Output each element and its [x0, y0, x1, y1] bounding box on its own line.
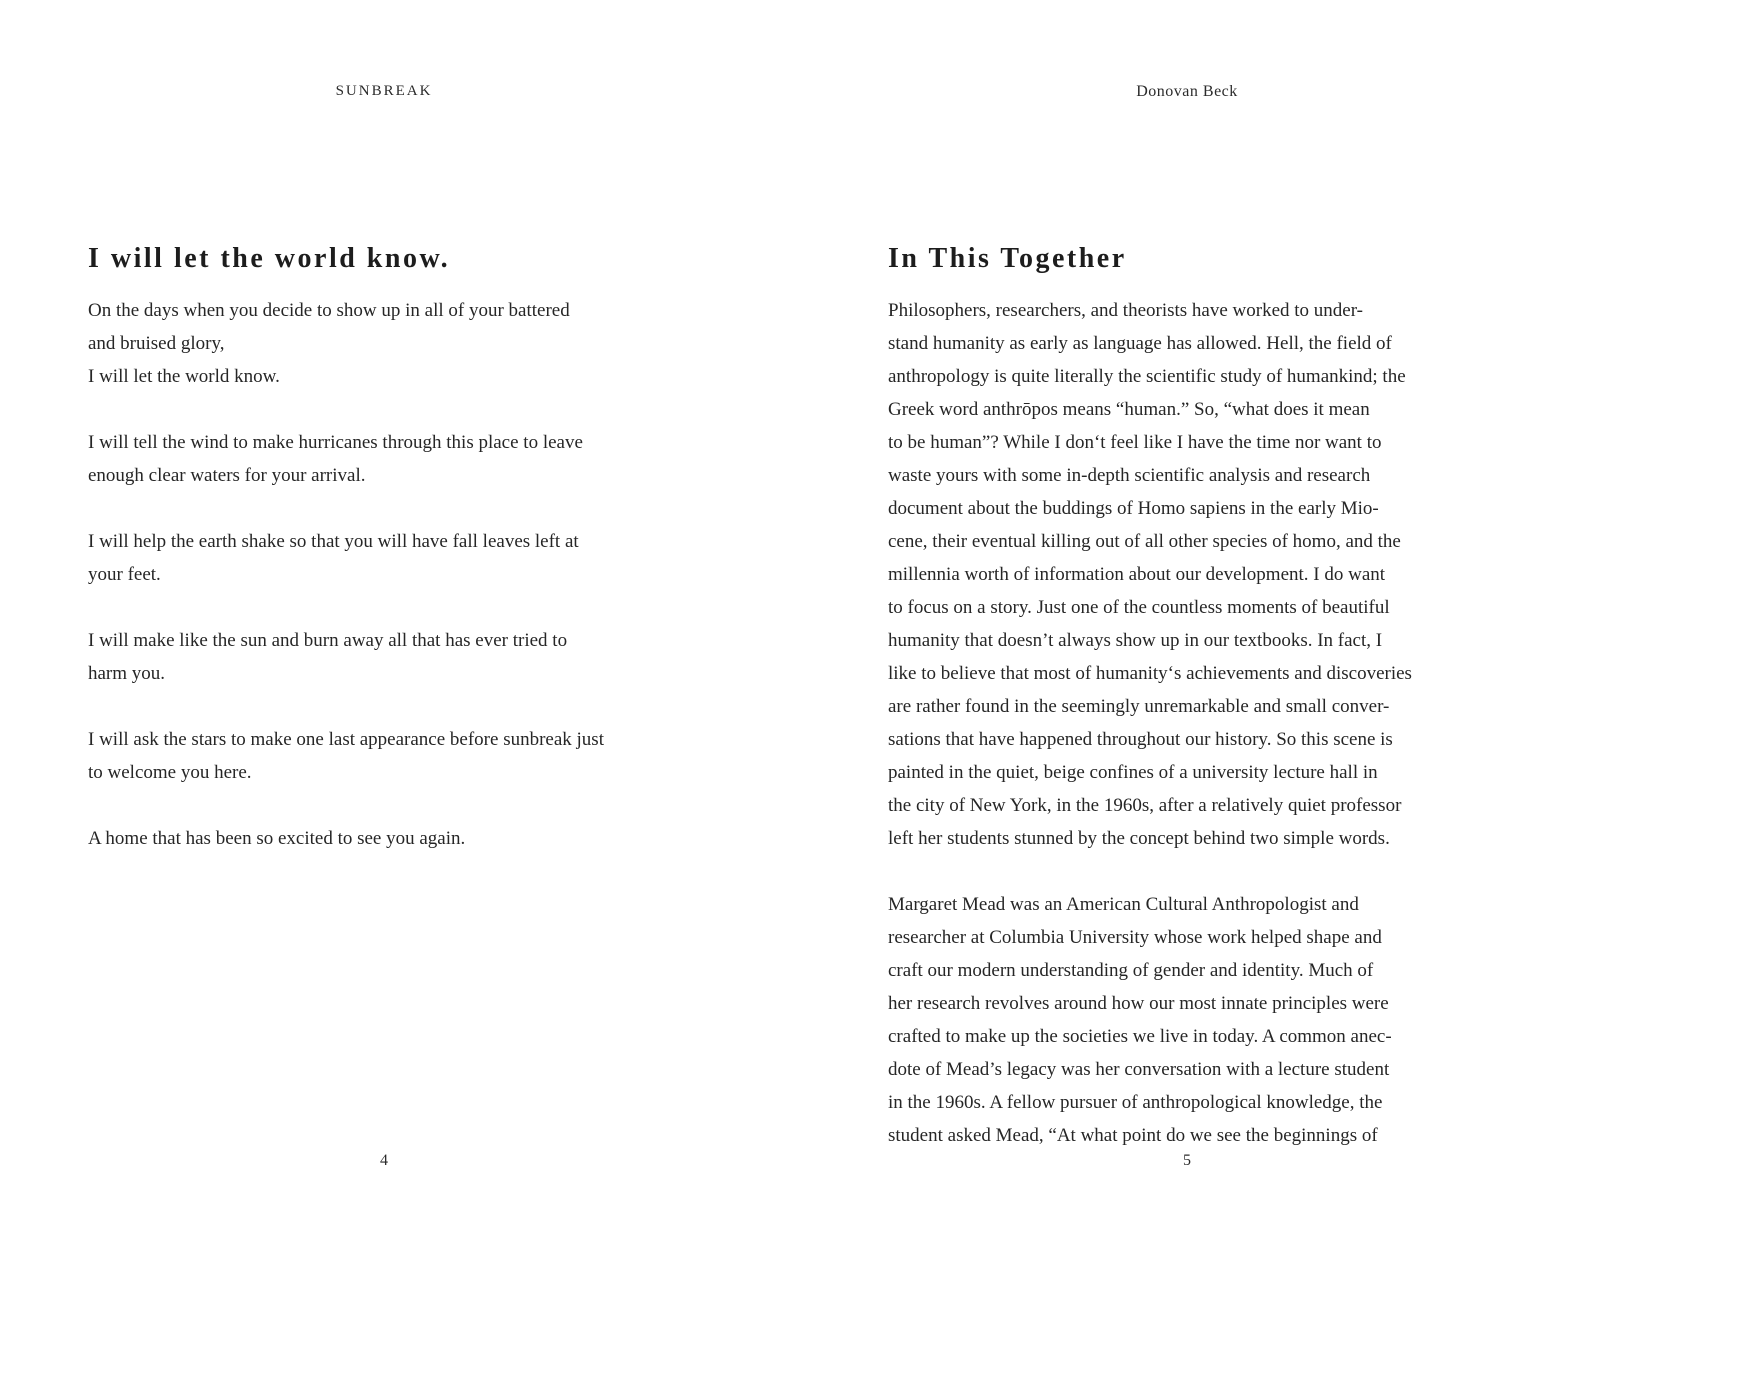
text-line: humanity that doesn’t always show up in our textbooks. In fact, I [888, 630, 1383, 651]
text-line: I will let the world know. [88, 366, 280, 387]
poem-title: I will let the world know. [88, 242, 451, 274]
text-line: Greek word anthrōpos means “human.” So, “what does it mean [888, 399, 1370, 420]
poem-stanza [88, 822, 680, 855]
running-head-book-title: SUNBREAK [335, 83, 433, 99]
essay-paragraph [888, 888, 1486, 1152]
running-head-author: Donovan Beck [1136, 83, 1238, 100]
text-line: I will help the earth shake so that you will have fall leaves left at [88, 531, 579, 552]
essay-title: In This Together [888, 242, 1127, 274]
page-right [873, 0, 1746, 1396]
text-line: harm you. [88, 663, 166, 684]
text-line: to focus on a story. Just one of the countless moments of beautiful [888, 597, 1390, 618]
poem-body [88, 294, 680, 888]
essay-body [888, 294, 1486, 1185]
text-line: Philosophers, researchers, and theorists have worked to under- [888, 300, 1364, 321]
poem-stanza [88, 426, 680, 492]
text-line: researcher at Columbia University whose work helped shape and [888, 927, 1382, 948]
text-line: millennia worth of information about our development. I do want [888, 564, 1386, 585]
text-line: I will make like the sun and burn away all that has ever tried to [88, 630, 568, 651]
text-line: and bruised glory, [88, 333, 225, 354]
text-line: the city of New York, in the 1960s, after a relatively quiet professor [888, 795, 1402, 816]
text-line: stand humanity as early as language has allowed. Hell, the field of [888, 333, 1392, 354]
text-line: Margaret Mead was an American Cultural Anthropologist and [888, 894, 1359, 915]
text-line: student asked Mead, “At what point do we see the beginnings of [888, 1125, 1378, 1146]
text-line: A home that has been so excited to see you again. [88, 828, 466, 849]
text-line: in the 1960s. A fellow pursuer of anthropological knowledge, the [888, 1092, 1383, 1113]
text-line: sations that have happened throughout our history. So this scene is [888, 729, 1393, 750]
text-line: I will ask the stars to make one last appearance before sunbreak just [88, 729, 604, 750]
text-line: your feet. [88, 564, 161, 585]
text-line: document about the buddings of Homo sapiens in the early Mio- [888, 498, 1379, 519]
poem-stanza [88, 624, 680, 690]
page-left-content [88, 0, 680, 1396]
text-line: cene, their eventual killing out of all other species of homo, and the [888, 531, 1401, 552]
text-line: crafted to make up the societies we live in today. A common anec- [888, 1026, 1392, 1047]
text-line: to welcome you here. [88, 762, 252, 783]
page-right-content [888, 0, 1486, 1396]
text-line: left her students stunned by the concept behind two simple words. [888, 828, 1390, 849]
poem-stanza [88, 294, 680, 393]
text-line: waste yours with some in-depth scientific analysis and research [888, 465, 1371, 486]
text-line: dote of Mead’s legacy was her conversation with a lecture student [888, 1059, 1390, 1080]
text-line: are rather found in the seemingly unremarkable and small conver- [888, 696, 1390, 717]
text-line: her research revolves around how our most innate principles were [888, 993, 1389, 1014]
text-line: On the days when you decide to show up in all of your battered [88, 300, 570, 321]
text-line: anthropology is quite literally the scientific study of humankind; the [888, 366, 1406, 387]
poem-stanza [88, 525, 680, 591]
text-line: enough clear waters for your arrival. [88, 465, 366, 486]
text-line: craft our modern understanding of gender and identity. Much of [888, 960, 1374, 981]
text-line: I will tell the wind to make hurricanes through this place to leave [88, 432, 583, 453]
text-line: like to believe that most of humanity‘s achievements and discoveries [888, 663, 1412, 684]
page-number-left: 4 [380, 1152, 388, 1169]
text-line: to be human”? While I don‘t feel like I have the time nor want to [888, 432, 1382, 453]
text-line: painted in the quiet, beige confines of a university lecture hall in [888, 762, 1378, 783]
poem-stanza [88, 723, 680, 789]
essay-paragraph [888, 294, 1486, 855]
page-number-right: 5 [1183, 1152, 1191, 1169]
